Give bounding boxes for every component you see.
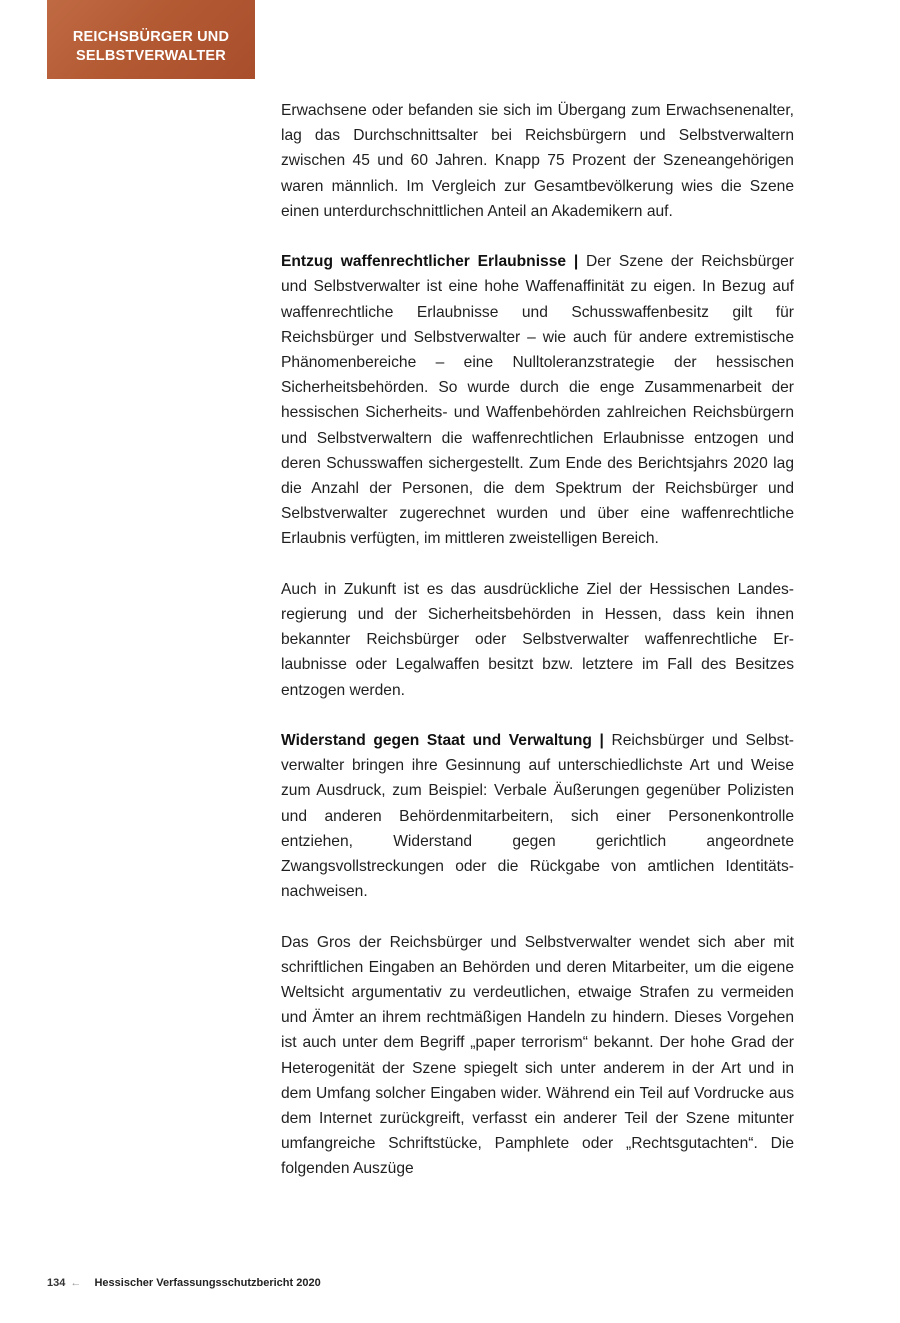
arrow-left-icon: ← [70,1277,82,1289]
section-tab-line-1: REICHSBÜRGER UND [72,29,230,45]
paragraph-text: Der Szene der Reichsbürger und Selbstverwalter ist eine hohe Waffenaffinität zu eigen. In Bezug auf waffenrechtliche Erlaubnisse und Schusswaffenbesitz gilt für Reichsbürger und Selbstverwalter – wie auch für andere extremistische Phänomenbereiche – eine Nulltoleranzstrategie der hessischen Sicherheitsbehörden. So wurde durch die enge Zusammenarbeit der hessischen Sicherheits- und Waffenbehörden zahlreichen Reichsbürgern und Selbstverwaltern die waffenrechtlichen Erlaubnisse entzogen und deren Schusswaffen sichergestellt. Zum Ende des Berichtsjahrs 2020 lag die Anzahl der Personen, die dem Spektrum der Reichsbürger und Selbstverwalter zugerechnet wurden und über eine waffenrechtliche Erlaubnis verfügten, im mittleren zweistelligen Bereich. [281,253,794,548]
paragraph-heading: Entzug waffenrechtlicher Erlaubnisse | [281,253,579,271]
paragraph-text: Reichsbürger und Selbstverwalter bringen ihre Gesinnung auf unterschiedlichste Art und Weise zum Ausdruck, zum Beispiel: Verbale Äußerungen gegenüber Polizisten und anderen Behördenmitarbeitern, sich einer Personenkontrolle entziehen, Widerstand gegen gerichtlich angeordnete Zwangsvollstreckungen oder die Rückgabe von amtlichen Identitätsnachweisen. [281,732,794,901]
paragraph [281,577,794,703]
section-tab [47,0,255,79]
paragraph-text: Das Gros der Reichsbürger und Selbstverwalter wendet sich aber mit schriftlichen Eingaben an Behörden und deren Mitarbeiter, um die eigene Weltsicht argumentativ zu verdeutlichen, etwaige Strafen zu vermeiden und Ämter an ihrem rechtmäßigen Handeln zu hindern. Dieses Vorgehen ist auch unter dem Begriff „paper terrorism“ bekannt. Der hohe Grad der Heterogenität der Szene spiegelt sich unter anderem in der Art und in dem Umfang solcher Eingaben wider. Während ein Teil auf Vordrucke aus dem Internet zurückgreift, verfasst ein anderer Teil der Szene mitunter umfangreiche Schriftstücke, Pamphlete oder „Rechtsgutachten“. Die folgenden Auszüge [281,933,794,1178]
paragraph [281,930,794,1182]
body-text [281,98,794,1207]
publication-title: Hessischer Verfassungsschutzbericht 2020 [94,1277,321,1289]
paragraph [281,728,794,904]
section-tab-line-2: SELBSTVERWALTER [76,48,226,64]
page-footer [47,1277,321,1289]
paragraph-heading: Widerstand gegen Staat und Verwaltung | [281,732,604,750]
paragraph-text: Erwachsene oder befanden sie sich im Übergang zum Erwachsenenalter, lag das Durchschnittsalter bei Reichsbürgern und Selbstverwaltern zwischen 45 und 60 Jahren. Knapp 75 Prozent der Szeneangehörigen waren männlich. Im Vergleich zur Gesamtbevölkerung wies die Szene einen unterdurchschnittlichen Anteil an Akademikern auf. [281,102,794,220]
paragraph [281,98,794,224]
page-number: 134 [47,1277,66,1289]
paragraph [281,249,794,551]
paragraph-text: Auch in Zukunft ist es das ausdrückliche Ziel der Hessischen Landesregierung und der Sicherheitsbehörden in Hessen, dass kein ihnen bekannter Reichsbürger oder Selbstverwalter waffenrechtliche Erlaubnisse oder Legalwaffen besitzt bzw. letztere im Fall des Besitzes entzogen werden. [281,580,794,699]
